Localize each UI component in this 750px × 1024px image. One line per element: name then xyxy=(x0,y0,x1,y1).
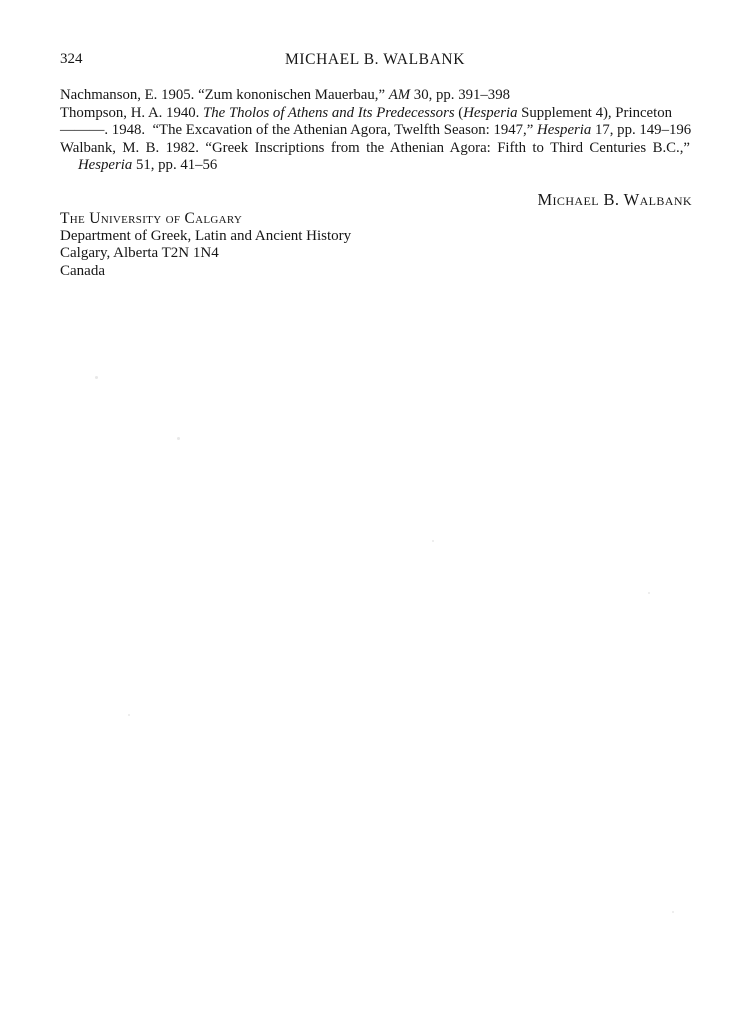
institution-name: The University of Calgary xyxy=(60,210,243,227)
bib-text-segment: ( xyxy=(454,104,464,121)
department-line: Department of Greek, Latin and Ancient History xyxy=(60,227,352,244)
bib-line-walbank-1982 xyxy=(60,140,690,158)
bib-line-thompson-1948 xyxy=(60,122,690,140)
bib-text-segment: ———. 1948. “The Excavation of the Athenian Agora, Twelfth Season: 1947,” xyxy=(60,122,538,138)
bib-journal-title: Hesperia xyxy=(537,122,592,138)
scan-speck xyxy=(95,376,98,379)
city-line: Calgary, Alberta T2N 1N4 xyxy=(60,245,219,262)
bib-text-segment: 17, pp. 149–196 xyxy=(591,122,692,138)
bib-text-segment: Walbank, M. B. 1982. “Greek Inscriptions from the Athenian Agora: Fifth to Third Centuries B.C.,” xyxy=(60,139,690,156)
bib-line-thompson-1940 xyxy=(60,105,690,123)
country-line: Canada xyxy=(60,262,105,279)
scan-speck xyxy=(177,437,180,440)
bib-line-nachmanson-1905 xyxy=(60,87,690,105)
scan-speck xyxy=(128,714,130,716)
author-signature: Michael B. Walbank xyxy=(537,190,692,209)
scan-speck xyxy=(432,540,434,542)
author-address-block xyxy=(60,210,351,280)
bib-text-segment: Nachmanson, E. 1905. “Zum kononischen Mauerbau,” xyxy=(60,87,389,103)
bibliography xyxy=(60,87,690,175)
scan-speck xyxy=(672,911,674,913)
bib-line-walbank-1982-continued xyxy=(60,157,690,175)
page-header xyxy=(60,51,690,69)
bib-text-segment: 51, pp. 41–56 xyxy=(132,157,218,173)
bib-journal-abbrev: AM xyxy=(388,87,411,103)
bib-text-segment: 30, pp. 391–398 xyxy=(410,87,510,103)
scan-speck xyxy=(648,592,650,594)
running-head: MICHAEL B. WALBANK xyxy=(284,51,465,68)
bib-text-segment: Thompson, H. A. 1940. xyxy=(60,104,204,121)
bib-journal-title: Hesperia xyxy=(463,104,518,121)
bib-text-segment: Supplement 4), Princeton xyxy=(517,104,673,121)
bib-journal-title: Hesperia xyxy=(78,157,133,173)
bib-book-title: The Tholos of Athens and Its Predecessors xyxy=(203,104,455,121)
page-number: 324 xyxy=(60,51,83,67)
